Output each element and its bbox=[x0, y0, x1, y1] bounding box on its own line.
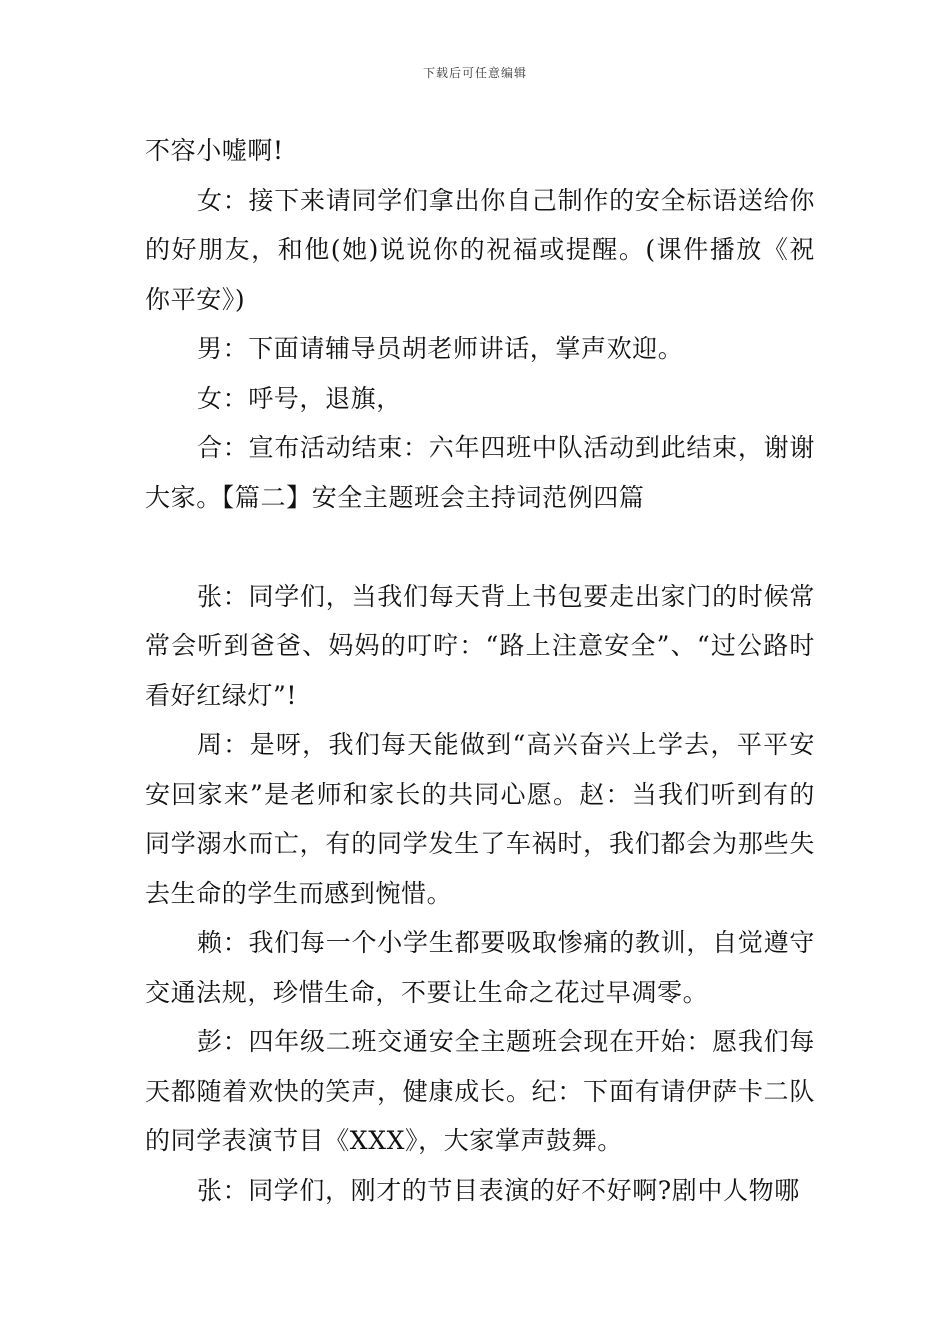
paragraph: 赖：我们每一个小学生都要吸取惨痛的教训，自觉遵守交通法规，珍惜生命，不要让生命之花过早凋零。 bbox=[145, 928, 815, 1007]
paragraph: 不容小嘘啊! bbox=[145, 136, 284, 165]
paragraph: 女：接下来请同学们拿出你自己制作的安全标语送给你的好朋友，和他(她)说说你的祝福或提醒。(课件播放《祝你平安》) bbox=[145, 185, 815, 314]
paragraph: 张：同学们，刚才的节目表演的好不好啊?剧中人物哪 bbox=[197, 1175, 800, 1205]
paragraph: 合：宣布活动结束：六年四班中队活动到此结束，谢谢大家。【篇二】安全主题班会主持词范例四篇 bbox=[145, 433, 815, 512]
paragraph: 男：下面请辅导员胡老师讲话，掌声欢迎。 bbox=[197, 334, 684, 363]
page-header: 下载后可任意编辑 bbox=[422, 66, 527, 80]
document-body bbox=[145, 126, 815, 1215]
paragraph: 彭：四年级二班交通安全主题班会现在开始：愿我们每天都随着欢快的笑声，健康成长。纪：下面有请伊萨卡二队的同学表演节目《XXX》，大家掌声鼓舞。 bbox=[145, 1027, 815, 1155]
paragraph: 张：同学们，当我们每天背上书包要走出家门的时候常常会听到爸爸、妈妈的叮咛：“路上注意安全”、“过公路时看好红绿灯”! bbox=[145, 581, 815, 710]
paragraph: 周：是呀，我们每天能做到“高兴奋兴上学去，平平安安回家来”是老师和家长的共同心愿。赵：当我们听到有的同学溺水而亡，有的同学发生了车祸时，我们都会为那些失去生命的学生而感到惋惜。 bbox=[145, 730, 815, 908]
paragraph-gap bbox=[145, 522, 815, 572]
paragraph: 女：呼号，退旗， bbox=[197, 383, 402, 413]
